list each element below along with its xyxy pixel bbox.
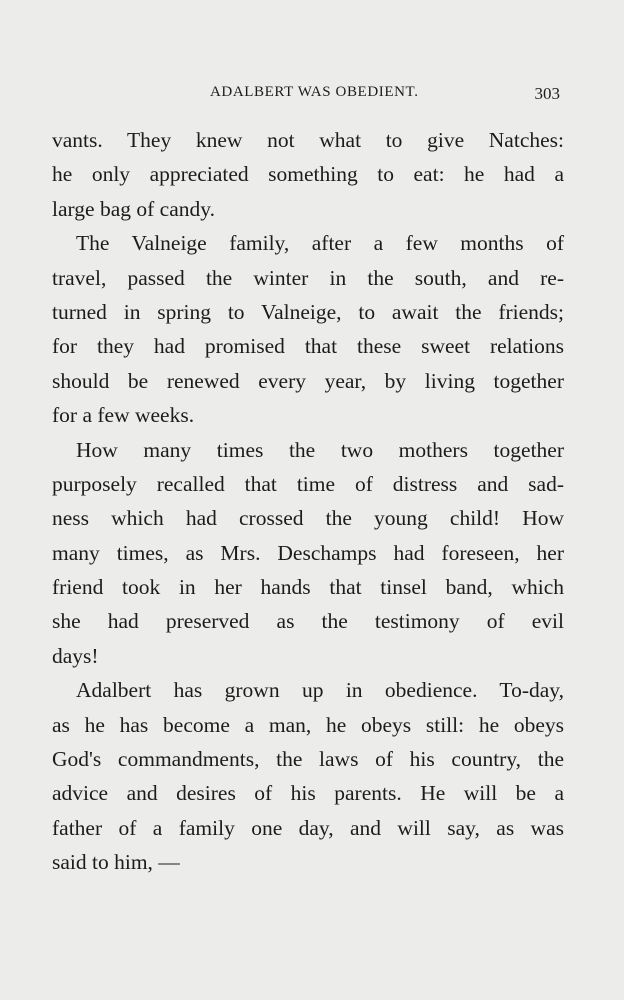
running-head <box>60 84 560 108</box>
text-line: for they had promised that these sweet relations <box>52 334 564 359</box>
text-line: should be renewed every year, by living together <box>52 368 564 393</box>
text-line: she had preserved as the testimony of evil <box>52 609 564 634</box>
body-text <box>52 123 564 880</box>
text-line: for a few weeks. <box>52 403 195 428</box>
text-line: How many times the two mothers together <box>76 437 564 462</box>
text-line: purposely recalled that time of distress and sad- <box>52 471 564 496</box>
page-number: 303 <box>534 84 560 103</box>
text-line: large bag of candy. <box>52 196 215 221</box>
text-line: father of a family one day, and will say, as was <box>52 815 564 840</box>
text-line: travel, passed the winter in the south, and re- <box>52 265 564 290</box>
text-line: many times, as Mrs. Deschamps had foreseen, her <box>52 540 564 565</box>
text-line: advice and desires of his parents. He will be a <box>52 781 564 806</box>
text-line: The Valneige family, after a few months of <box>76 231 564 256</box>
text-line: as he has become a man, he obeys still: he obeys <box>52 712 564 737</box>
text-line: vants. They knew not what to give Natches: <box>52 128 564 152</box>
text-line: ness which had crossed the young child! How <box>52 506 564 531</box>
text-line: days! <box>52 643 99 668</box>
text-line: he only appreciated something to eat: he had a <box>52 162 564 187</box>
text-line: God's commandments, the laws of his country, the <box>52 747 564 772</box>
running-title: ADALBERT WAS OBEDIENT. <box>210 84 419 100</box>
text-line: Adalbert has grown up in obedience. To-day, <box>76 678 564 703</box>
text-line: turned in spring to Valneige, to await the friends; <box>52 299 564 324</box>
text-line: friend took in her hands that tinsel band, which <box>52 575 564 600</box>
text-line: said to him, — <box>52 850 180 875</box>
